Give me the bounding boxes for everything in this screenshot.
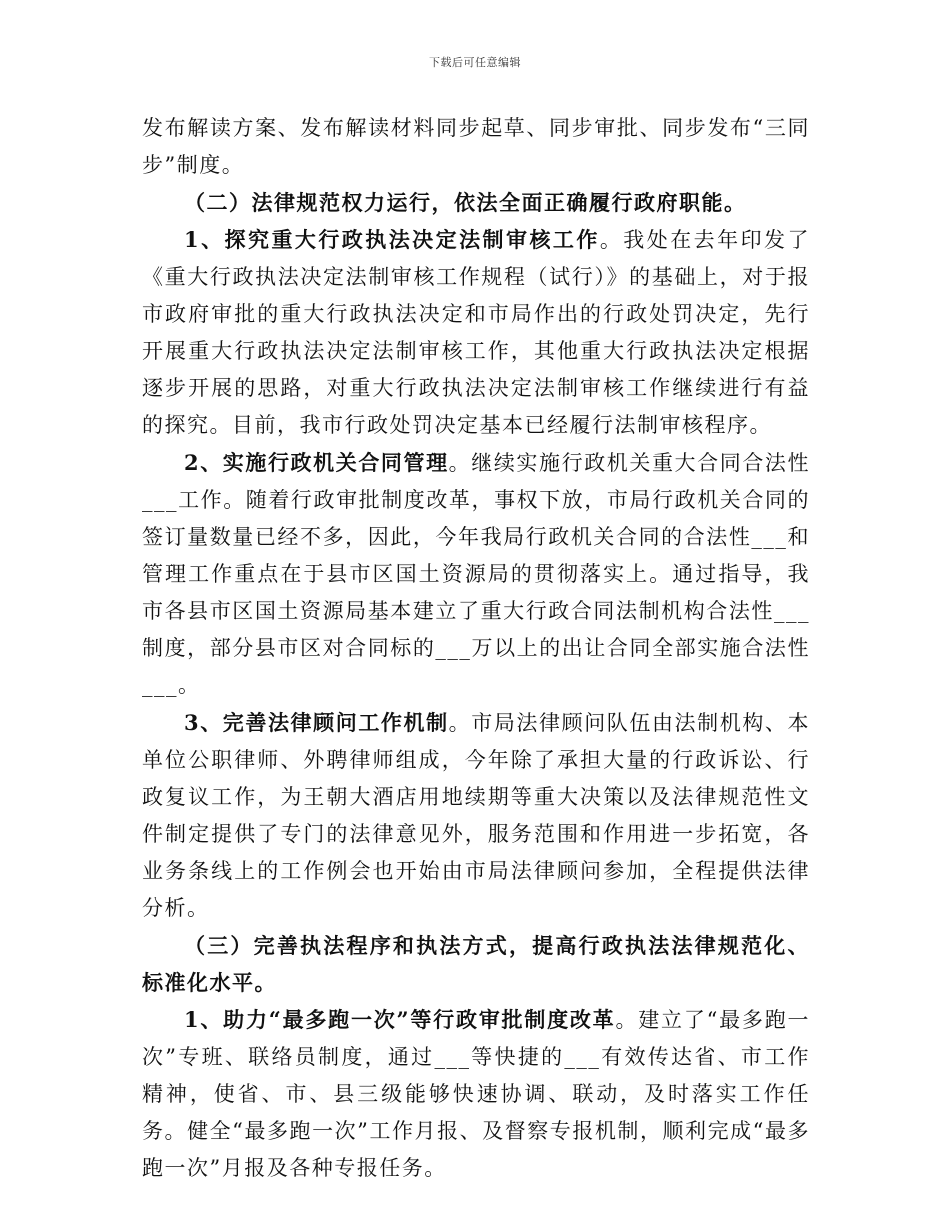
paragraph-item-1 bbox=[142, 221, 810, 444]
paragraph-item-3 bbox=[142, 704, 810, 927]
item-title: 3、完善法律顾问工作机制 bbox=[184, 710, 449, 735]
document-body bbox=[142, 110, 810, 1187]
section-heading-2: （二）法律规范权力运行，依法全面正确履行政府职能。 bbox=[184, 190, 747, 215]
item-title: 2、实施行政机关合同管理 bbox=[184, 450, 449, 475]
item-body: 。建立了“最多跑一次”专班、联络员制度，通过___等快捷的___有效传达省、市工作精神，使省、市、县三级能够快速协调、联动，及时落实工作任务。健全“最多跑一次”工作月报、及督察专报机制，顺利完成“最多跑一次”月报及各种专报任务。 bbox=[142, 1008, 810, 1180]
paragraph-item-4 bbox=[142, 1001, 810, 1187]
item-title: 1、探究重大行政执法决定法制审核工作 bbox=[184, 227, 600, 252]
paragraph-intro: 发布解读方案、发布解读材料同步起草、同步审批、同步发布“三同步”制度。 bbox=[142, 116, 810, 177]
paragraph-item-2 bbox=[142, 444, 810, 704]
section-heading-3: （三）完善执法程序和执法方式，提高行政执法法律规范化、标准化水平。 bbox=[142, 933, 810, 995]
item-body: 。继续实施行政机关重大合同合法性___工作。随着行政审批制度改革，事权下放，市局行政机关合同的签订量数量已经不多，因此，今年我局行政机关合同的合法性___和管理工作重点在于县市区国土资源局的贯彻落实上。通过指导，我市各县市区国土资源局基本建立了重大行政合同法制机构合法性___制度，部分县市区对合同标的___万以上的出让合同全部实施合法性___。 bbox=[142, 451, 810, 697]
page-header-note: 下载后可任意编辑 bbox=[429, 56, 521, 69]
item-body: 。市局法律顾问队伍由法制机构、本单位公职律师、外聘律师组成，今年除了承担大量的行政诉讼、行政复议工作，为王朝大酒店用地续期等重大决策以及法律规范性文件制定提供了专门的法律意见外，服务范围和作用进一步拓宽，各业务条线上的工作例会也开始由市局法律顾问参加，全程提供法律分析。 bbox=[142, 711, 810, 920]
item-body: 。我处在去年印发了《重大行政执法决定法制审核工作规程（试行）》的基础上，对于报市政府审批的重大行政执法决定和市局作出的行政处罚决定，先行开展重大行政执法决定法制审核工作，其他重大行政执法决定根据逐步开展的思路，对重大行政执法决定法制审核工作继续进行有益的探究。目前，我市行政处罚决定基本已经履行法制审核程序。 bbox=[142, 228, 810, 437]
item-title: 1、助力“最多跑一次”等行政审批制度改革 bbox=[184, 1007, 616, 1032]
